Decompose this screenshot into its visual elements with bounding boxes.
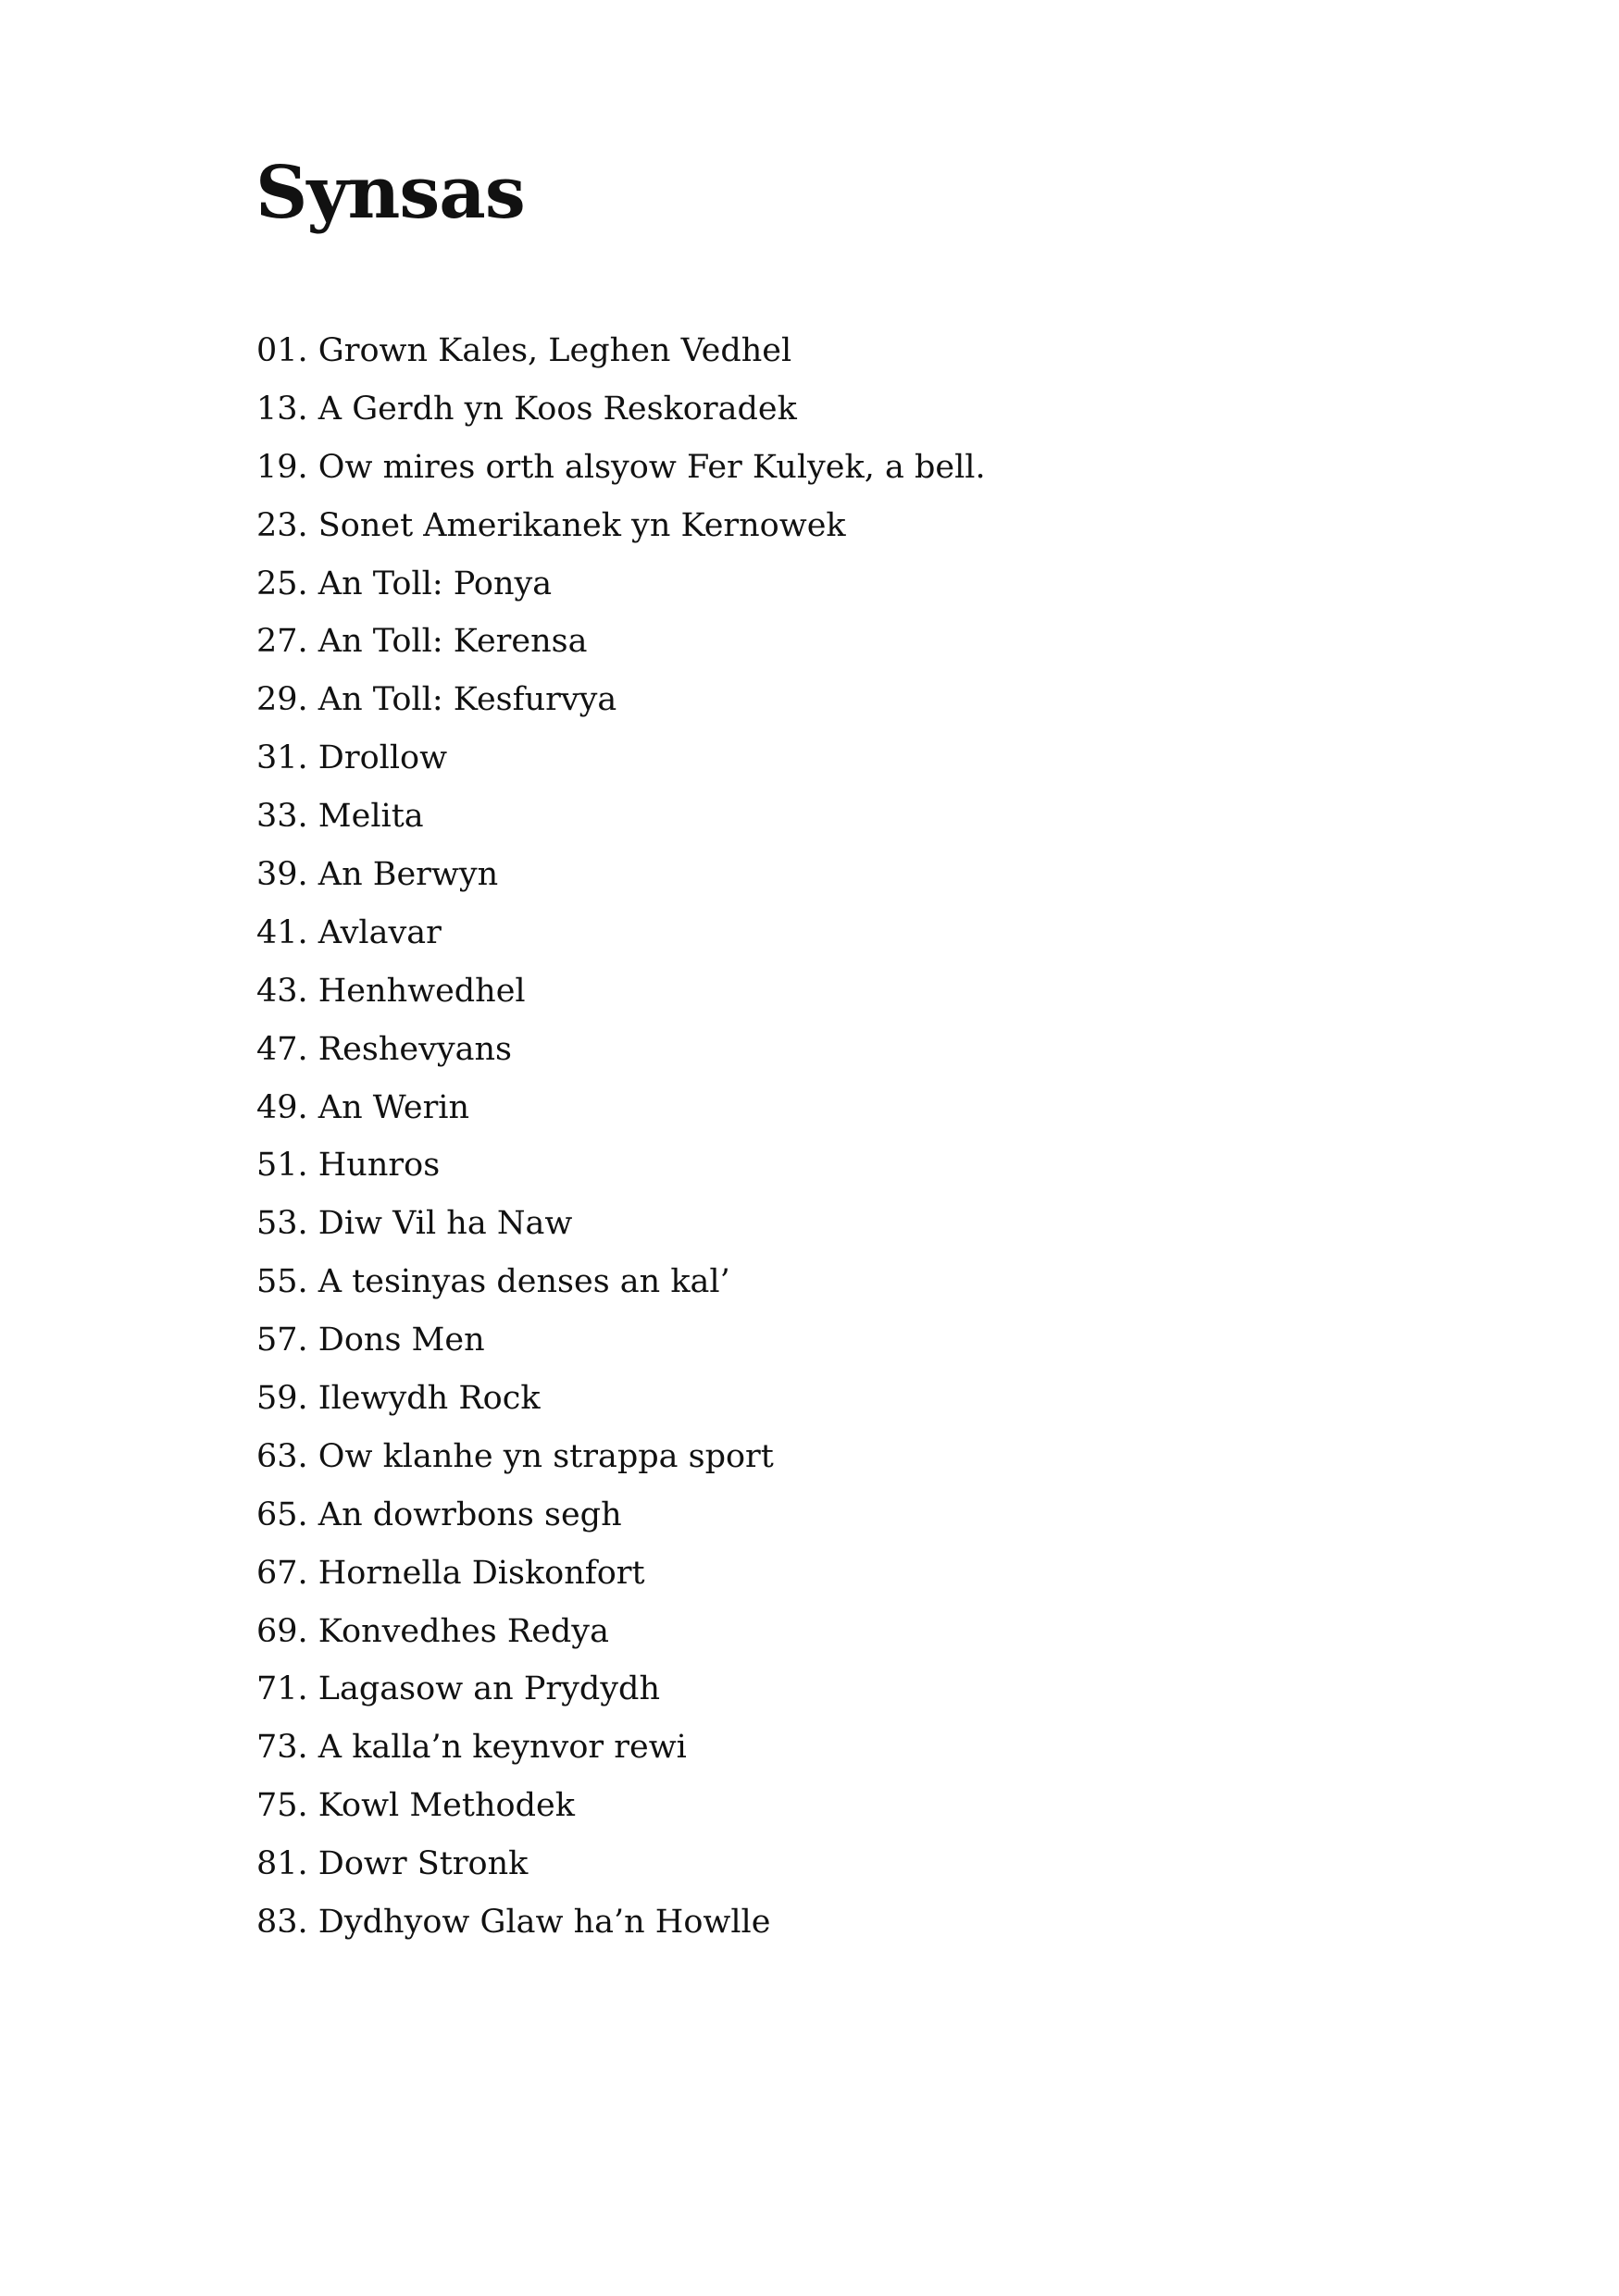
contents-entry: 71. Lagasow an Prydydh [256,1670,660,1708]
contents-entry: 13. A Gerdh yn Koos Reskoradek [256,390,797,428]
contents-entry: 49. An Werin [256,1088,470,1126]
contents-entry: 83. Dydhyow Glaw ha’n Howlle [256,1904,771,1942]
contents-entry: 01. Grown Kales, Leghen Vedhel [256,332,792,369]
contents-entry: 51. Hunros [256,1147,441,1185]
contents-entry: 81. Dowr Stronk [256,1845,529,1883]
contents-entry: 75. Kowl Methodek [256,1787,575,1825]
contents-entry: 41. Avlavar [256,913,442,951]
contents-entry: 65. An dowrbons segh [256,1496,622,1533]
contents-entry: 67. Hornella Diskonfort [256,1554,645,1592]
contents-entry: 63. Ow klanhe yn strappa sport [256,1437,774,1475]
contents-entry: 33. Melita [256,798,424,836]
contents-entry: 43. Henhwedhel [256,972,526,1010]
contents-entry: 53. Diw Vil ha Naw [256,1205,573,1243]
contents-list [256,322,986,1952]
contents-entry: 47. Reshevyans [256,1030,512,1068]
contents-entry: 59. Ilewydh Rock [256,1380,541,1418]
contents-entry: 25. An Toll: Ponya [256,565,553,602]
contents-entry: 27. An Toll: Kerensa [256,623,588,661]
contents-entry: 29. An Toll: Kesfurvya [256,681,617,719]
contents-entry: 69. Konvedhes Redya [256,1612,609,1650]
contents-entry: 73. A kalla’n keynvor rewi [256,1729,687,1767]
contents-entry: 19. Ow mires orth alsyow Fer Kulyek, a bell. [256,448,986,486]
contents-entry: 23. Sonet Amerikanek yn Kernowek [256,506,846,544]
contents-entry: 55. A tesinyas denses an kal’ [256,1263,730,1301]
contents-entry: 57. Dons Men [256,1322,485,1359]
contents-entry: 39. An Berwyn [256,856,499,894]
page-title: Synsas [255,151,525,235]
contents-entry: 31. Drollow [256,739,448,777]
